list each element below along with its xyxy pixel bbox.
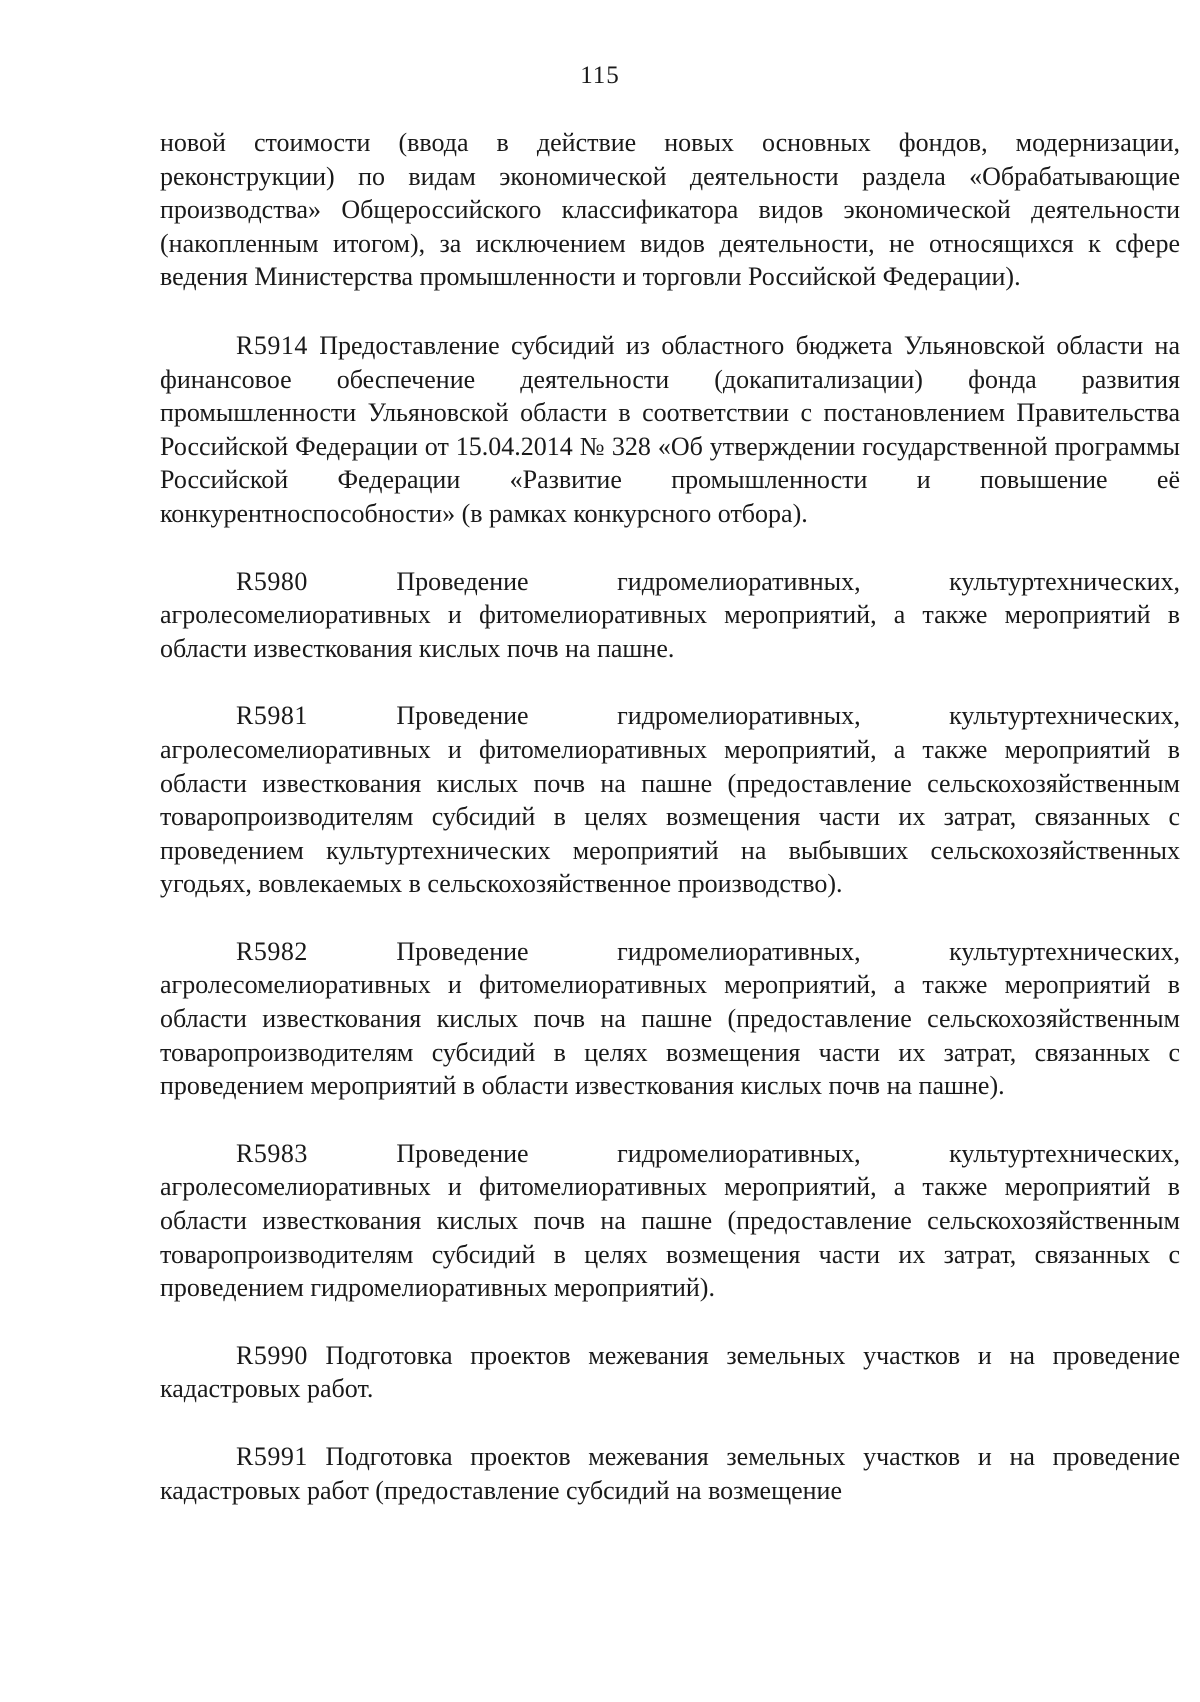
paragraph-r5914: [160, 329, 1180, 531]
budget-code: R5991: [236, 1442, 308, 1471]
paragraph-text: Проведение гидромелиоративных, культуртехнических, агролесомелиоративных и фитомелиоративных мероприятий, а также мероприятий в области известкования кислых почв на пашне.: [160, 566, 1180, 663]
budget-code: R5981: [236, 701, 308, 731]
paragraph-text: Проведение гидромелиоративных, культуртехнических, агролесомелиоративных и фитомелиоративных мероприятий, а также мероприятий в области известкования кислых почв на пашне (предоставление сельскохозяйственным товаропроизводителям субсидий в целях возмещения части их затрат, связанных с проведением гидромелиоративных мероприятий).: [160, 1138, 1180, 1303]
paragraph-r5991: [160, 1440, 1180, 1507]
paragraph-r5982: [160, 935, 1180, 1103]
budget-code: R5990: [236, 1340, 308, 1370]
paragraph-text: Проведение гидромелиоративных, культуртехнических, агролесомелиоративных и фитомелиоративных мероприятий, а также мероприятий в области известкования кислых почв на пашне (предоставление сельскохозяйственным товаропроизводителям субсидий в целях возмещения части их затрат, связанных с проведением культуртехнических мероприятий на выбывших сельскохозяйственных угодьях, вовлекаемых в сельскохозяйственное производство).: [160, 701, 1180, 899]
budget-code: R5983: [236, 1138, 308, 1168]
paragraph-text: Предоставление субсидий из областного бюджета Ульяновской области на финансовое обеспечение деятельности (докапитализации) фонда развития промышленности Ульяновской области в соответствии с постановлением Правительства Российской Федерации от 15.04.2014 № 328 «Об утверждении государственной программы Российской Федерации «Развитие промышленности и повышение её конкурентноспособности» (в рамках конкурсного отбора).: [160, 330, 1181, 528]
budget-code: R5982: [236, 936, 308, 966]
document-body: [160, 126, 1180, 1541]
paragraph-r5980: [160, 565, 1180, 666]
paragraph-text: новой стоимости (ввода в действие новых основных фондов, модернизации, реконструкции) по видам экономической деятельности раздела «Обрабатывающие производства» Общероссийского классификатора видов экономической деятельности (накопленным итогом), за исключением видов деятельности, не относящихся к сфере ведения Министерства промышленности и торговли Российской Федерации).: [160, 128, 1180, 292]
paragraph-text: Подготовка проектов межевания земельных участков и на проведение кадастровых работ.: [160, 1340, 1181, 1404]
paragraph-continuation: [160, 126, 1180, 294]
paragraph-r5983: [160, 1137, 1180, 1305]
paragraph-text: Подготовка проектов межевания земельных участков и на проведение кадастровых работ (предоставление субсидий на возмещение: [160, 1442, 1181, 1505]
paragraph-text: Проведение гидромелиоративных, культуртехнических, агролесомелиоративных и фитомелиоративных мероприятий, а также мероприятий в области известкования кислых почв на пашне (предоставление сельскохозяйственным товаропроизводителям субсидий в целях возмещения части их затрат, связанных с проведением мероприятий в области известкования кислых почв на пашне).: [160, 936, 1180, 1101]
paragraph-r5990: [160, 1339, 1180, 1406]
budget-code: R5914: [236, 330, 308, 360]
budget-code: R5980: [236, 566, 308, 596]
page-number: 115: [580, 62, 620, 89]
paragraph-r5981: [160, 699, 1180, 901]
